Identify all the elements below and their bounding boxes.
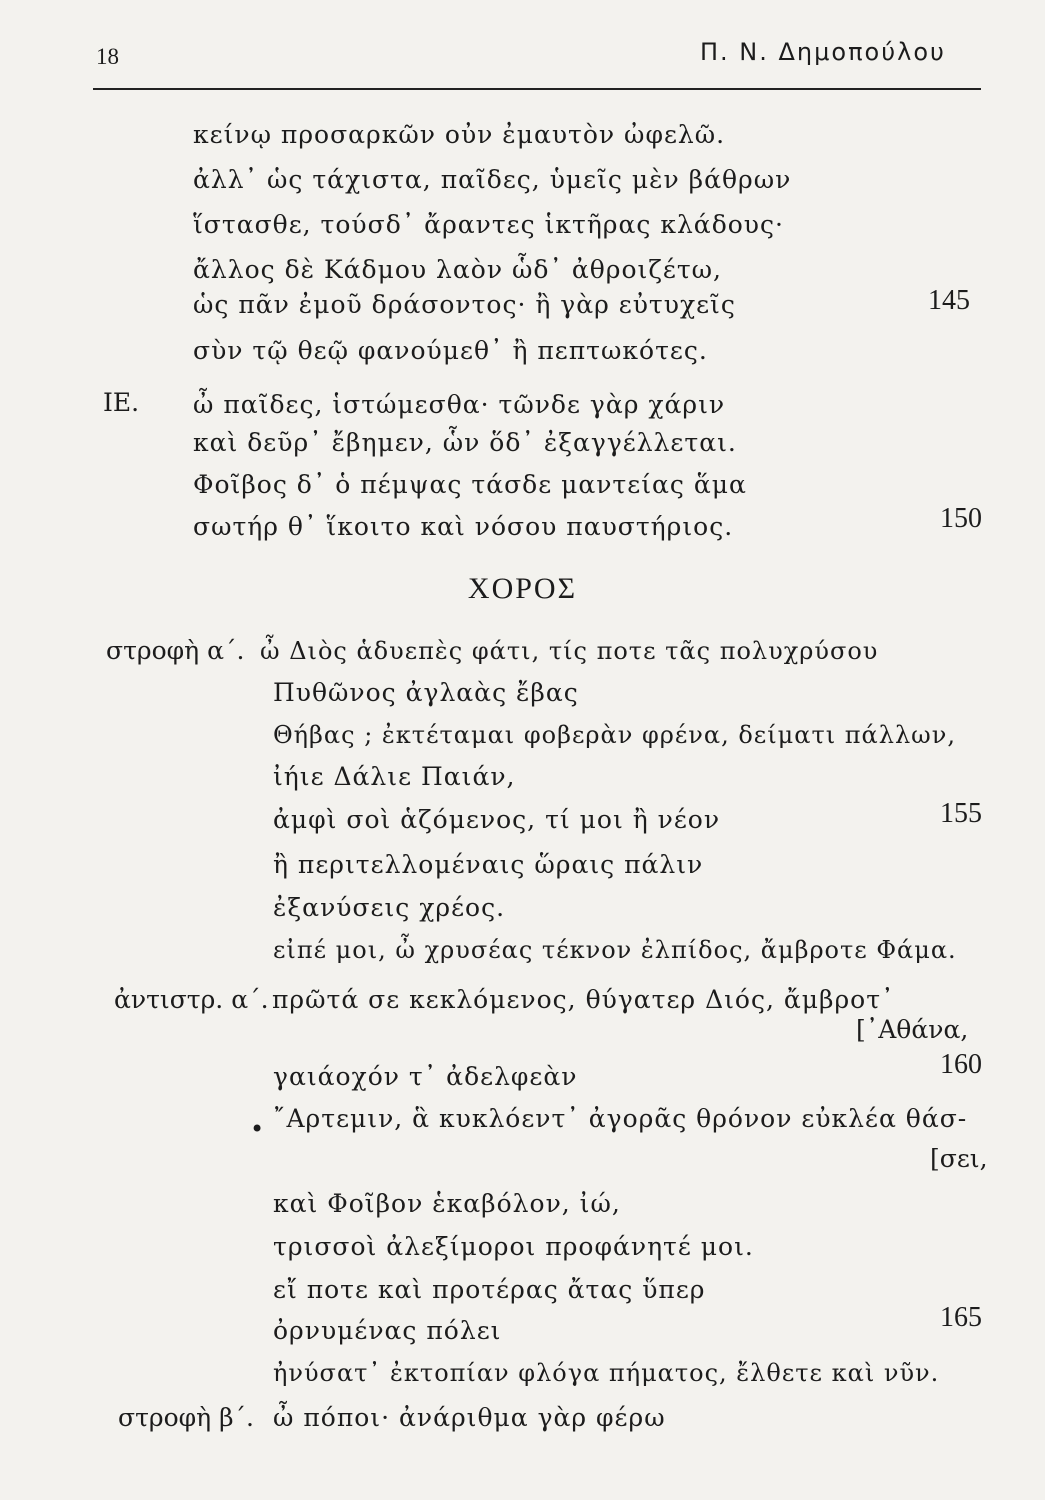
strophe-marker: στροφὴ β΄. (118, 1403, 254, 1432)
verse-line: τρισσοὶ ἀλεξίμοροι προφάνητέ μοι. (273, 1232, 754, 1261)
header-rule (93, 88, 981, 90)
verse-line: ὀρνυμένας πόλει (273, 1316, 502, 1345)
verse-line: Φοῖβος δ᾽ ὁ πέμψας τάσδε μαντείας ἅμα (193, 470, 747, 499)
line-number: 155 (940, 798, 982, 829)
verse-line: καὶ δεῦρ᾽ ἔβημεν, ὧν ὅδ᾽ ἐξαγγέλλεται. (193, 428, 737, 457)
page-number: 18 (96, 44, 119, 69)
line-number: 145 (928, 285, 970, 316)
turnover-line: [᾽Αθάνα, (856, 1015, 969, 1044)
verse-line: ἵστασθε, τούσδ᾽ ἄραντες ἱκτῆρας κλάδους· (193, 210, 784, 239)
verse-line: πρῶτά σε κεκλόμενος, θύγατερ Διός, ἄμβροτ᾽ (272, 985, 895, 1014)
turnover-line: [σει, (930, 1144, 988, 1173)
verse-line: σωτήρ θ᾽ ἵκοιτο καὶ νόσου παυστήριος. (193, 512, 734, 541)
running-head: Π. Ν. Δημοπούλου (700, 38, 946, 66)
line-number: 150 (940, 503, 982, 534)
verse-line: ὦ Διὸς ἁδυεπὲς φάτι, τίς ποτε τᾶς πολυχρύσου (260, 637, 879, 665)
verse-line: ἐξανύσεις χρέος. (273, 893, 506, 922)
antistrophe-marker: ἀντιστρ. α΄. (114, 985, 269, 1014)
verse-line: ἄλλος δὲ Κάδμου λαὸν ὧδ᾽ ἀθροιζέτω, (193, 255, 722, 284)
line-number: 160 (940, 1049, 982, 1080)
verse-line: ἀλλ᾽ ὡς τάχιστα, παῖδες, ὑμεῖς μὲν βάθρων (193, 165, 792, 194)
verse-line: ῎Αρτεμιν, ἃ κυκλόεντ᾽ ἀγορᾶς θρόνον εὐκλέα θάσ- (273, 1104, 968, 1133)
verse-line: ὦ πόποι· ἀνάριθμα γὰρ φέρω (273, 1403, 666, 1432)
verse-line: ἠνύσατ᾽ ἐκτοπίαν φλόγα πήματος, ἔλθετε καὶ νῦν. (273, 1359, 940, 1387)
verse-line: ἀμφὶ σοὶ ἁζόμενος, τί μοι ἢ νέον (273, 805, 721, 834)
bullet-mark: • (250, 1115, 265, 1143)
speaker-label: ΙΕ. (103, 388, 140, 417)
verse-line: ἢ περιτελλομέναις ὥραις πάλιν (273, 850, 704, 879)
verse-line: σὺν τῷ θεῷ φανούμεθ᾽ ἢ πεπτωκότες. (193, 336, 708, 365)
verse-line: ὡς πᾶν ἐμοῦ δράσοντος· ἢ γὰρ εὐτυχεῖς (193, 290, 736, 319)
line-number: 165 (940, 1302, 982, 1333)
verse-line: κείνῳ προσαρκῶν οὐν ἐμαυτὸν ὠφελῶ. (193, 120, 726, 149)
verse-line: ὦ παῖδες, ἱστώμεσθα· τῶνδε γὰρ χάριν (193, 390, 726, 419)
verse-line: καὶ Φοῖβον ἑκαβόλον, ἰώ, (273, 1189, 621, 1218)
verse-line: εἴ ποτε καὶ προτέρας ἄτας ὕπερ (273, 1275, 706, 1304)
verse-line: Θήβας ; ἐκτέταμαι φοβερὰν φρένα, δείματι πάλλων, (273, 721, 956, 749)
verse-line: εἰπέ μοι, ὦ χρυσέας τέκνον ἐλπίδος, ἄμβροτε Φάμα. (273, 936, 957, 964)
verse-line: ἰήιε Δάλιε Παιάν, (273, 762, 516, 791)
verse-line: Πυθῶνος ἀγλαὰς ἔβας (273, 678, 579, 707)
verse-line: γαιάοχόν τ᾽ ἀδελφεὰν (273, 1062, 578, 1091)
strophe-marker: στροφὴ α΄. (106, 636, 245, 665)
page-header (0, 0, 1045, 100)
section-heading: ΧΟΡΟΣ (467, 572, 578, 605)
